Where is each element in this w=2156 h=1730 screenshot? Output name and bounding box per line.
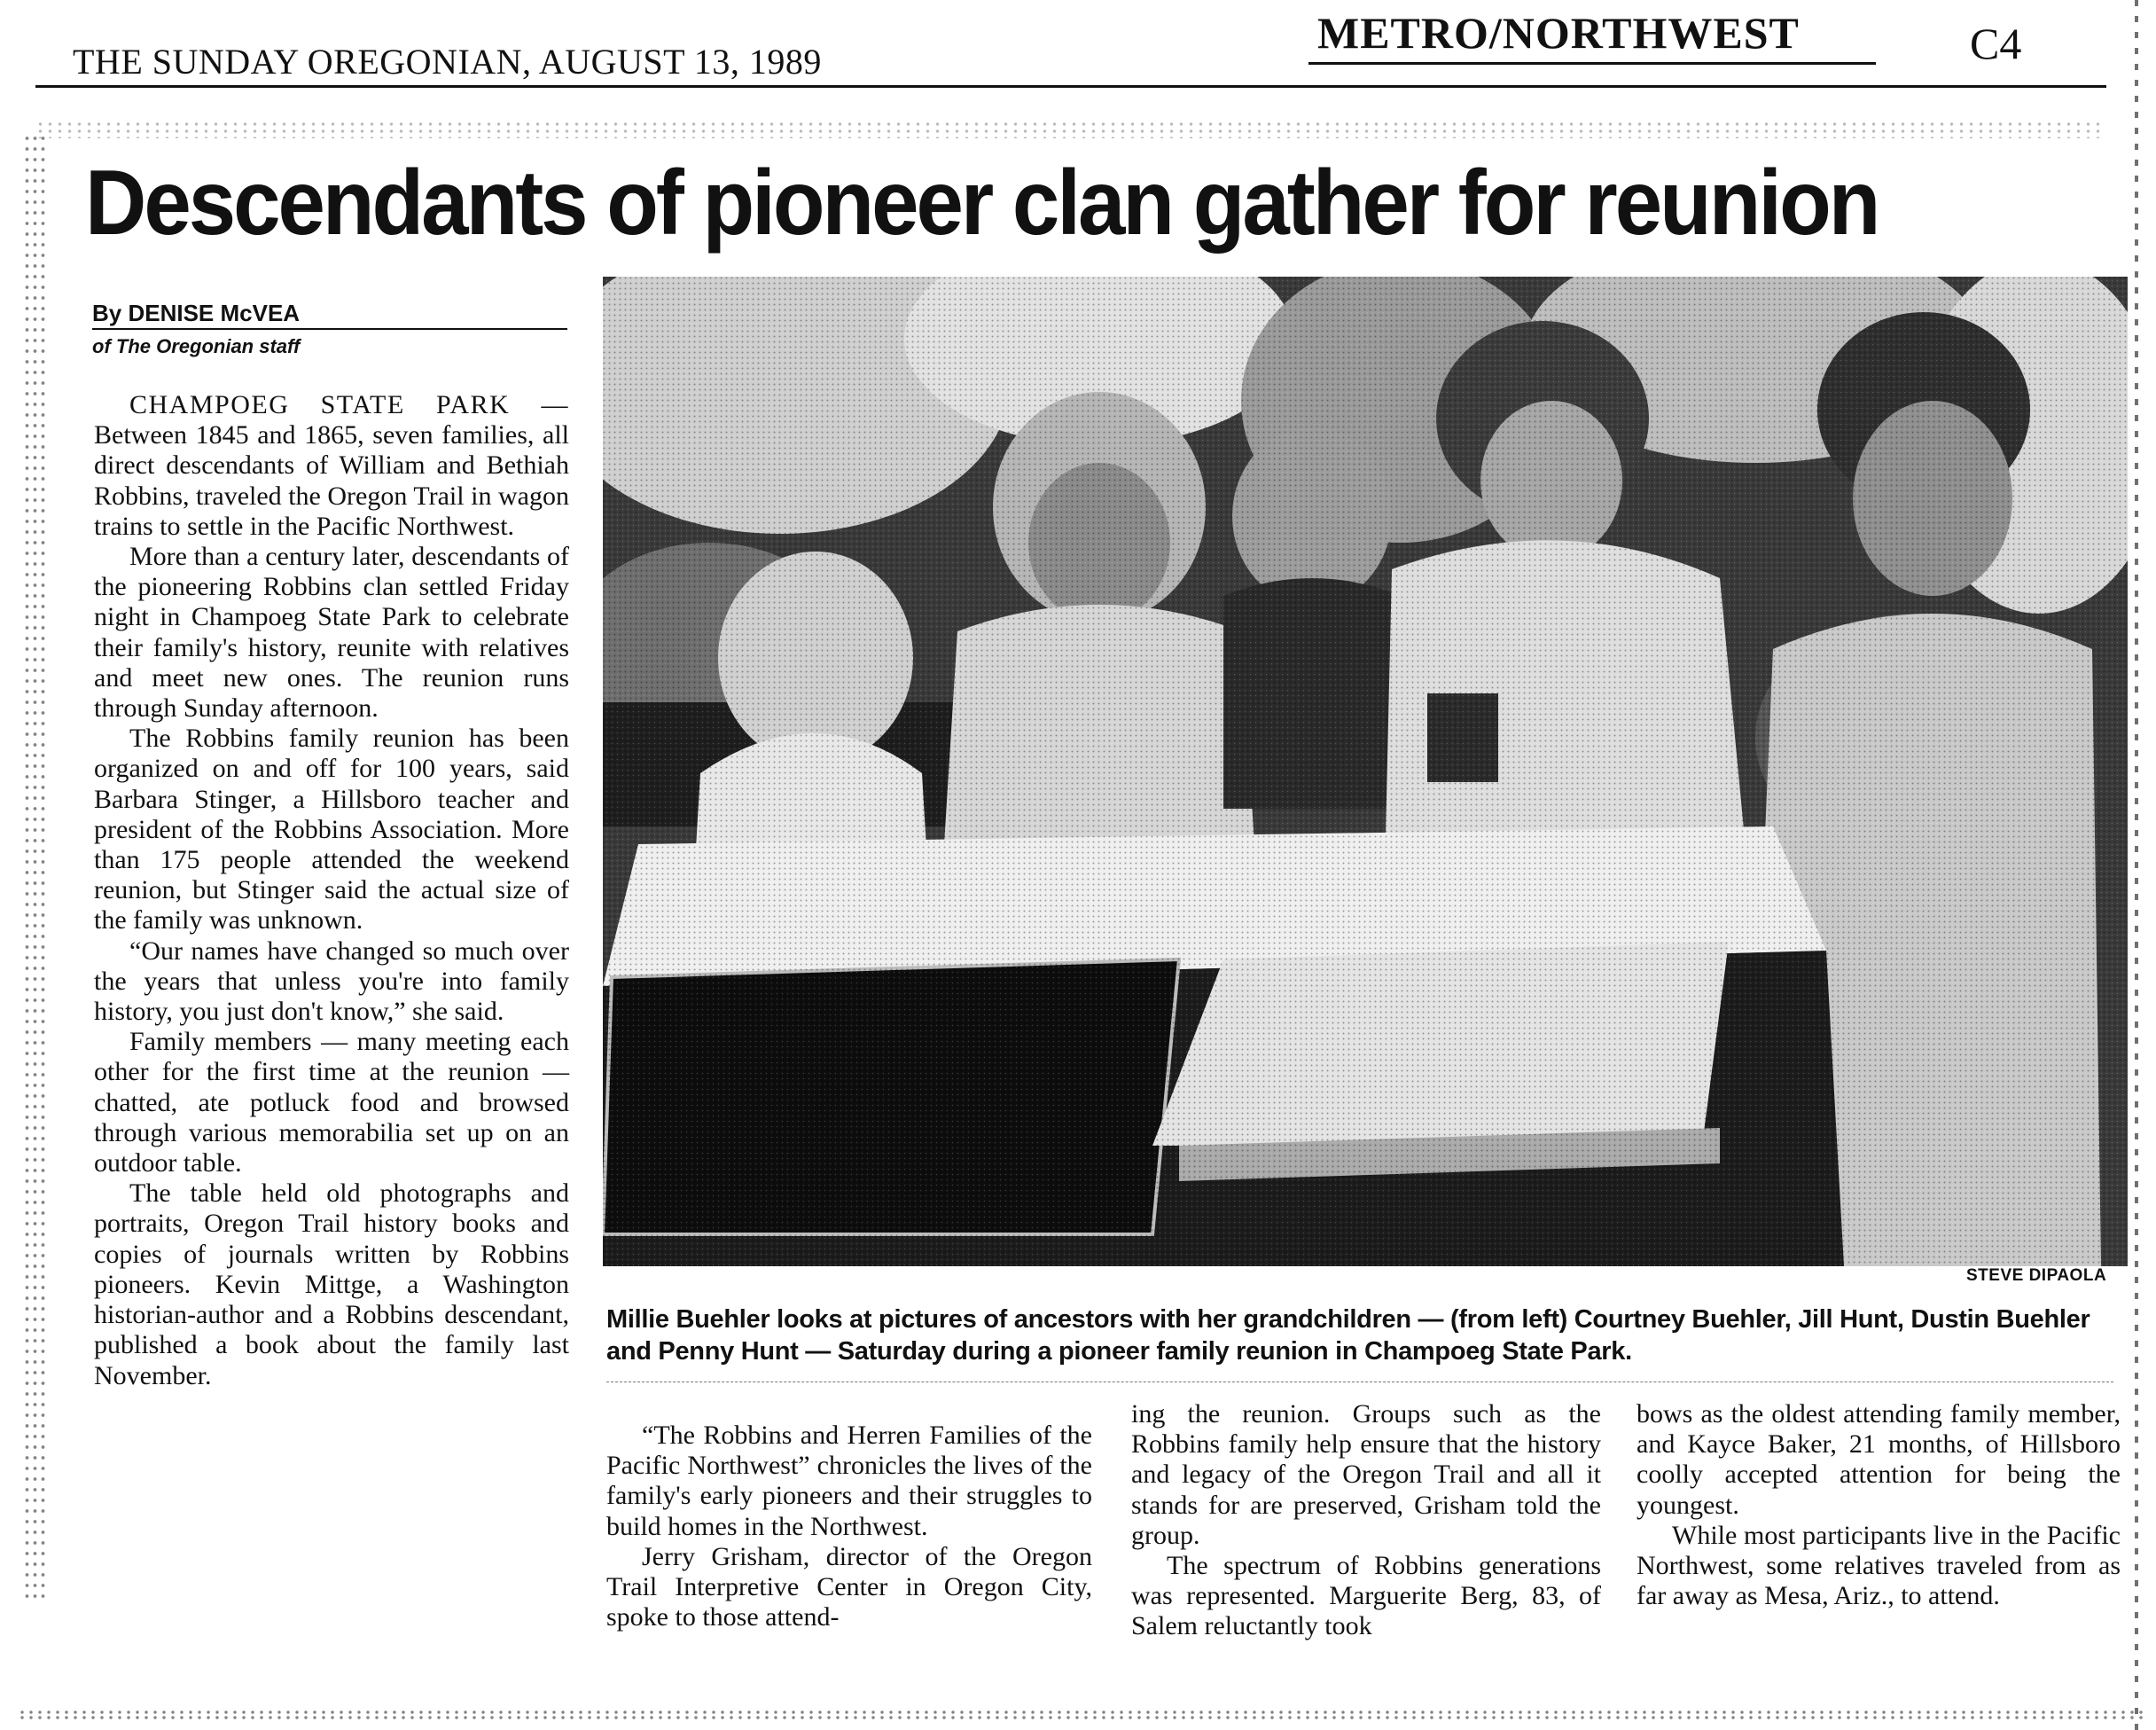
article-paragraph: The table held old photographs and portraits, Oregon Trail history books and copies of journals written by Robbins pioneers. Kevin Mittge, a Washington historian-author and a Robbins descendant, published a book about the family last November.	[94, 1178, 569, 1390]
photo-credit: STEVE DIPAOLA	[1966, 1266, 2107, 1285]
article-column-2	[606, 1421, 1092, 1632]
article-paragraph: bows as the oldest attending family member, and Kayce Baker, 21 months, of Hillsboro coolly accepted attention for being the youngest.	[1637, 1399, 2121, 1520]
article-column-3	[1131, 1399, 1601, 1642]
news-photo	[603, 277, 2128, 1266]
article-paragraph: Family members — many meeting each other for the first time at the reunion — chatted, ate potluck food and browsed through various memorabilia set up on an outdoor table.	[94, 1027, 569, 1178]
article-paragraph	[94, 390, 569, 542]
photo-caption: Millie Buehler looks at pictures of ancestors with her grandchildren — (from left) Courtney Buehler, Jill Hunt, Dustin Buehler and Penny Hunt — Saturday during a pioneer family reunion in Champoeg State Park.	[606, 1305, 2090, 1366]
article-paragraph: The spectrum of Robbins generations was represented. Marguerite Berg, 83, of Salem reluctantly took	[1131, 1551, 1601, 1641]
article-paragraph: ing the reunion. Groups such as the Robbins family help ensure that the history and legacy of the Oregon Trail and all it stands for are preserved, Grisham told the group.	[1131, 1399, 1601, 1550]
article-column-4	[1637, 1399, 2121, 1611]
article-paragraph: “The Robbins and Herren Families of the Pacific Northwest” chronicles the lives of the family's early pioneers and their struggles to build homes in the Northwest.	[606, 1421, 1092, 1541]
scan-speckle-bottom	[18, 1710, 2145, 1720]
article-paragraph: More than a century later, descendants of the pioneering Robbins clan settled Friday night in Champoeg State Park to celebrate their family's history, reunite with relatives and meet new ones. The reunion runs through Sunday afternoon.	[94, 542, 569, 724]
masthead-date-line: THE SUNDAY OREGONIAN, AUGUST 13, 1989	[73, 42, 822, 82]
photo-illustration	[603, 277, 2128, 1266]
masthead-rule	[35, 85, 2106, 88]
article-paragraph: Jerry Grisham, director of the Oregon Trail Interpretive Center in Oregon City, spoke to those attend-	[606, 1541, 1092, 1632]
page-number: C4	[1970, 19, 2022, 68]
byline-rule	[92, 328, 567, 330]
byline-staff: of The Oregonian staff	[92, 335, 301, 357]
article-column-1	[94, 390, 569, 1391]
scan-speckle-left	[23, 133, 48, 1605]
section-name: METRO/NORTHWEST	[1317, 8, 1800, 58]
byline: By DENISE McVEA	[92, 300, 301, 326]
section-underline	[1308, 62, 1876, 65]
headline: Descendants of pioneer clan gather for reunion	[85, 152, 1879, 254]
scan-speckle-top	[35, 121, 2101, 138]
paragraph-text: Between 1845 and 1865, seven families, all direct descendants of William and Bethiah Robbins, traveled the Oregon Trail in wagon trains to settle in the Pacific Northwest.	[94, 420, 569, 541]
article-paragraph: While most participants live in the Pacific Northwest, some relatives traveled from as far away as Mesa, Ariz., to attend.	[1637, 1520, 2121, 1611]
article-paragraph: The Robbins family reunion has been organized on and off for 100 years, said Barbara Stinger, a Hillsboro teacher and president of the Robbins Association. More than 175 people attended the weekend reunion, but Stinger said the actual size of the family was unknown.	[94, 724, 569, 935]
scan-page-edge	[2135, 0, 2138, 1730]
dateline: CHAMPOEG STATE PARK —	[129, 390, 569, 419]
article-paragraph: “Our names have changed so much over the years that unless you're into family history, you just don't know,” she said.	[94, 935, 569, 1027]
